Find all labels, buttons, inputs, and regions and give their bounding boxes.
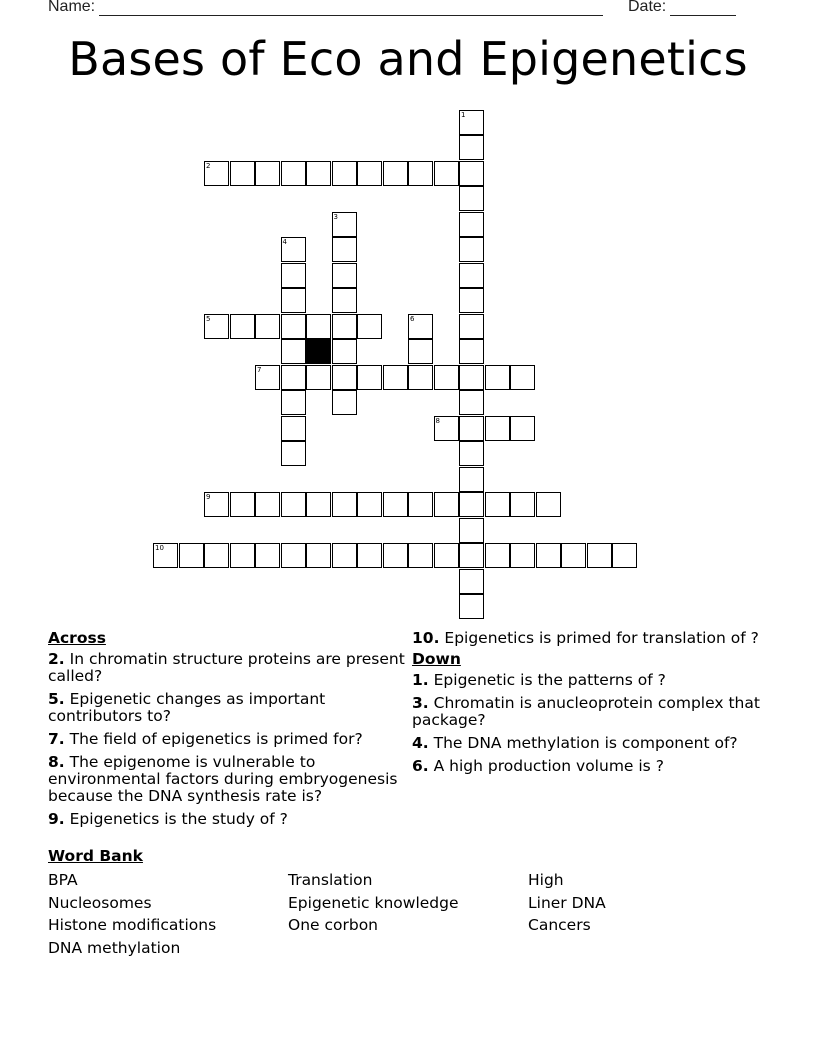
- crossword-cell[interactable]: [281, 288, 306, 313]
- clue-number: 9.: [48, 810, 65, 828]
- crossword-cell[interactable]: [281, 441, 306, 466]
- clue-text: The field of epigenetics is primed for?: [69, 730, 363, 748]
- clue-text: Epigenetic changes as important contributors to?: [48, 690, 326, 725]
- crossword-cell[interactable]: [306, 543, 331, 568]
- crossword-cell[interactable]: [230, 314, 255, 339]
- crossword-cell[interactable]: [485, 492, 510, 517]
- crossword-cell[interactable]: [383, 365, 408, 390]
- crossword-cell[interactable]: [153, 543, 178, 568]
- clue-down-3: [412, 695, 772, 729]
- crossword-cell[interactable]: [204, 161, 229, 186]
- across-heading: Across: [48, 629, 106, 647]
- clue-number: 3.: [412, 694, 429, 712]
- crossword-cell[interactable]: [383, 543, 408, 568]
- crossword-black-cell: [306, 339, 331, 364]
- crossword-cell[interactable]: [332, 314, 357, 339]
- clues-left-column: [48, 630, 408, 834]
- crossword-cell[interactable]: [434, 492, 459, 517]
- crossword-cell[interactable]: [357, 492, 382, 517]
- clue-text: Epigenetics is primed for translation of ?: [444, 629, 759, 647]
- crossword-cell[interactable]: [332, 390, 357, 415]
- clue-down-4: [412, 735, 772, 752]
- crossword-cell[interactable]: [536, 543, 561, 568]
- crossword-cell[interactable]: [459, 441, 484, 466]
- clues-right-column: [412, 630, 772, 781]
- clue-across-7: [48, 731, 408, 748]
- crossword-cell[interactable]: [255, 365, 280, 390]
- clue-number-label: 2: [206, 161, 211, 170]
- crossword-cell[interactable]: [306, 161, 331, 186]
- crossword-cell[interactable]: [408, 339, 433, 364]
- crossword-cell[interactable]: [459, 339, 484, 364]
- crossword-cell[interactable]: [281, 237, 306, 262]
- clue-number-label: 3: [333, 212, 338, 221]
- word-bank-column-3: [528, 869, 606, 937]
- clue-text: Epigenetic is the patterns of ?: [433, 671, 666, 689]
- crossword-cell[interactable]: [536, 492, 561, 517]
- crossword-cell[interactable]: [255, 543, 280, 568]
- crossword-cell[interactable]: [510, 365, 535, 390]
- clue-text: In chromatin structure proteins are present called?: [48, 650, 405, 685]
- crossword-cell[interactable]: [459, 212, 484, 237]
- clue-across-10: [412, 630, 772, 647]
- clue-number: 2.: [48, 650, 65, 668]
- word-bank-item: Histone modifications: [48, 916, 217, 934]
- crossword-cell[interactable]: [281, 365, 306, 390]
- crossword-cell[interactable]: [255, 492, 280, 517]
- crossword-cell[interactable]: [459, 263, 484, 288]
- crossword-cell[interactable]: [459, 492, 484, 517]
- crossword-cell[interactable]: [306, 492, 331, 517]
- crossword-cell[interactable]: [332, 263, 357, 288]
- crossword-cell[interactable]: [459, 161, 484, 186]
- crossword-cell[interactable]: [357, 365, 382, 390]
- clue-number: 8.: [48, 753, 65, 771]
- crossword-cell[interactable]: [179, 543, 204, 568]
- crossword-cell[interactable]: [281, 263, 306, 288]
- clue-number-label: 7: [257, 365, 262, 374]
- crossword-cell[interactable]: [408, 161, 433, 186]
- crossword-cell[interactable]: [459, 543, 484, 568]
- clue-number-label: 9: [206, 493, 211, 501]
- crossword-cell[interactable]: [357, 543, 382, 568]
- crossword-cell[interactable]: [383, 492, 408, 517]
- crossword-cell[interactable]: [485, 365, 510, 390]
- crossword-cell[interactable]: [459, 186, 484, 211]
- clue-across-5: [48, 691, 408, 725]
- clue-number-label: 10: [155, 544, 164, 552]
- clue-down-1: [412, 672, 772, 689]
- word-bank-column-1: [48, 869, 216, 959]
- clue-text: A high production volume is ?: [433, 757, 664, 775]
- clue-across-2: [48, 651, 408, 685]
- crossword-cell[interactable]: [612, 543, 637, 568]
- crossword-cell[interactable]: [332, 365, 357, 390]
- crossword-cell[interactable]: [459, 365, 484, 390]
- word-bank-item: Translation: [288, 871, 373, 889]
- crossword-cell[interactable]: [281, 161, 306, 186]
- clue-number: 5.: [48, 690, 65, 708]
- crossword-cell[interactable]: [459, 569, 484, 594]
- crossword-cell[interactable]: [510, 492, 535, 517]
- crossword-cell[interactable]: [230, 492, 255, 517]
- date-label: Date:: [628, 0, 667, 15]
- word-bank-item: Liner DNA: [528, 893, 606, 912]
- crossword-cell[interactable]: [306, 365, 331, 390]
- crossword-cell[interactable]: [459, 594, 484, 619]
- crossword-cell[interactable]: [459, 237, 484, 262]
- crossword-cell[interactable]: [332, 161, 357, 186]
- clue-across-9: [48, 811, 408, 828]
- crossword-cell[interactable]: [434, 543, 459, 568]
- crossword-cell[interactable]: [281, 543, 306, 568]
- crossword-cell[interactable]: [230, 161, 255, 186]
- crossword-cell[interactable]: [459, 518, 484, 543]
- crossword-cell[interactable]: [281, 314, 306, 339]
- name-label: Name:: [48, 0, 96, 15]
- word-bank-item: DNA methylation: [48, 938, 181, 957]
- clue-number: 6.: [412, 757, 429, 775]
- crossword-cell[interactable]: [459, 314, 484, 339]
- word-bank-item: Cancers: [528, 916, 591, 934]
- word-bank-item: Epigenetic knowledge: [288, 893, 459, 912]
- crossword-cell[interactable]: [281, 492, 306, 517]
- clue-number: 1.: [412, 671, 429, 689]
- page-title: Bases of Eco and Epigenetics: [68, 32, 748, 86]
- crossword-cell[interactable]: [383, 161, 408, 186]
- clue-text: The epigenome is vulnerable to environmental factors during embryogenesis because the DNA synthesis rate is?: [48, 753, 398, 805]
- clue-text: Chromatin is anucleoprotein complex that package?: [412, 694, 760, 729]
- crossword-cell[interactable]: [485, 543, 510, 568]
- crossword-cell[interactable]: [332, 237, 357, 262]
- crossword-cell[interactable]: [332, 339, 357, 364]
- crossword-cell[interactable]: [357, 314, 382, 339]
- crossword-cell[interactable]: [204, 543, 229, 568]
- clue-number: 10.: [412, 629, 440, 647]
- clue-number-label: 1: [461, 110, 466, 119]
- crossword-cell[interactable]: [255, 161, 280, 186]
- clue-number-label: 8: [435, 416, 440, 425]
- word-bank-item: One corbon: [288, 916, 379, 934]
- crossword-cell[interactable]: [408, 492, 433, 517]
- crossword-cell[interactable]: [357, 161, 382, 186]
- clue-text: The DNA methylation is component of?: [433, 734, 738, 752]
- clue-text: Epigenetics is the study of ?: [69, 810, 288, 828]
- word-bank-item: Nucleosomes: [48, 893, 152, 912]
- crossword-cell[interactable]: [332, 288, 357, 313]
- crossword-cell[interactable]: [230, 543, 255, 568]
- crossword-cell[interactable]: [332, 492, 357, 517]
- word-bank-heading: Word Bank: [48, 847, 143, 865]
- crossword-cell[interactable]: [434, 161, 459, 186]
- crossword-cell[interactable]: [281, 390, 306, 415]
- crossword-cell[interactable]: [204, 314, 229, 339]
- clue-number-label: 6: [410, 314, 415, 323]
- crossword-cell[interactable]: [587, 543, 612, 568]
- crossword-cell[interactable]: [281, 339, 306, 364]
- clue-number-label: 5: [206, 314, 211, 323]
- crossword-cell[interactable]: [408, 365, 433, 390]
- word-bank-item: High: [528, 871, 564, 889]
- word-bank-item: BPA: [48, 871, 78, 889]
- crossword-cell[interactable]: [485, 416, 510, 441]
- crossword-cell[interactable]: [306, 314, 331, 339]
- crossword-cell[interactable]: [204, 492, 229, 517]
- crossword-cell[interactable]: [459, 416, 484, 441]
- crossword-cell[interactable]: [434, 365, 459, 390]
- crossword-cell[interactable]: [459, 135, 484, 160]
- crossword-cell[interactable]: [510, 543, 535, 568]
- clue-number: 7.: [48, 730, 65, 748]
- crossword-cell[interactable]: [434, 416, 459, 441]
- crossword-cell[interactable]: [459, 288, 484, 313]
- crossword-cell[interactable]: [561, 543, 586, 568]
- crossword-cell[interactable]: [332, 543, 357, 568]
- crossword-cell[interactable]: [408, 543, 433, 568]
- crossword-cell[interactable]: [510, 416, 535, 441]
- down-heading: Down: [412, 650, 461, 668]
- crossword-cell[interactable]: [408, 314, 433, 339]
- clue-number-label: 4: [282, 238, 287, 246]
- clue-down-6: [412, 758, 772, 775]
- clue-number: 4.: [412, 734, 429, 752]
- crossword-cell[interactable]: [281, 416, 306, 441]
- word-bank-column-2: [288, 869, 459, 937]
- crossword-cell[interactable]: [459, 390, 484, 415]
- crossword-cell[interactable]: [459, 467, 484, 492]
- crossword-cell[interactable]: [459, 110, 484, 135]
- clue-across-8: [48, 754, 410, 805]
- crossword-cell[interactable]: [332, 212, 357, 237]
- crossword-cell[interactable]: [255, 314, 280, 339]
